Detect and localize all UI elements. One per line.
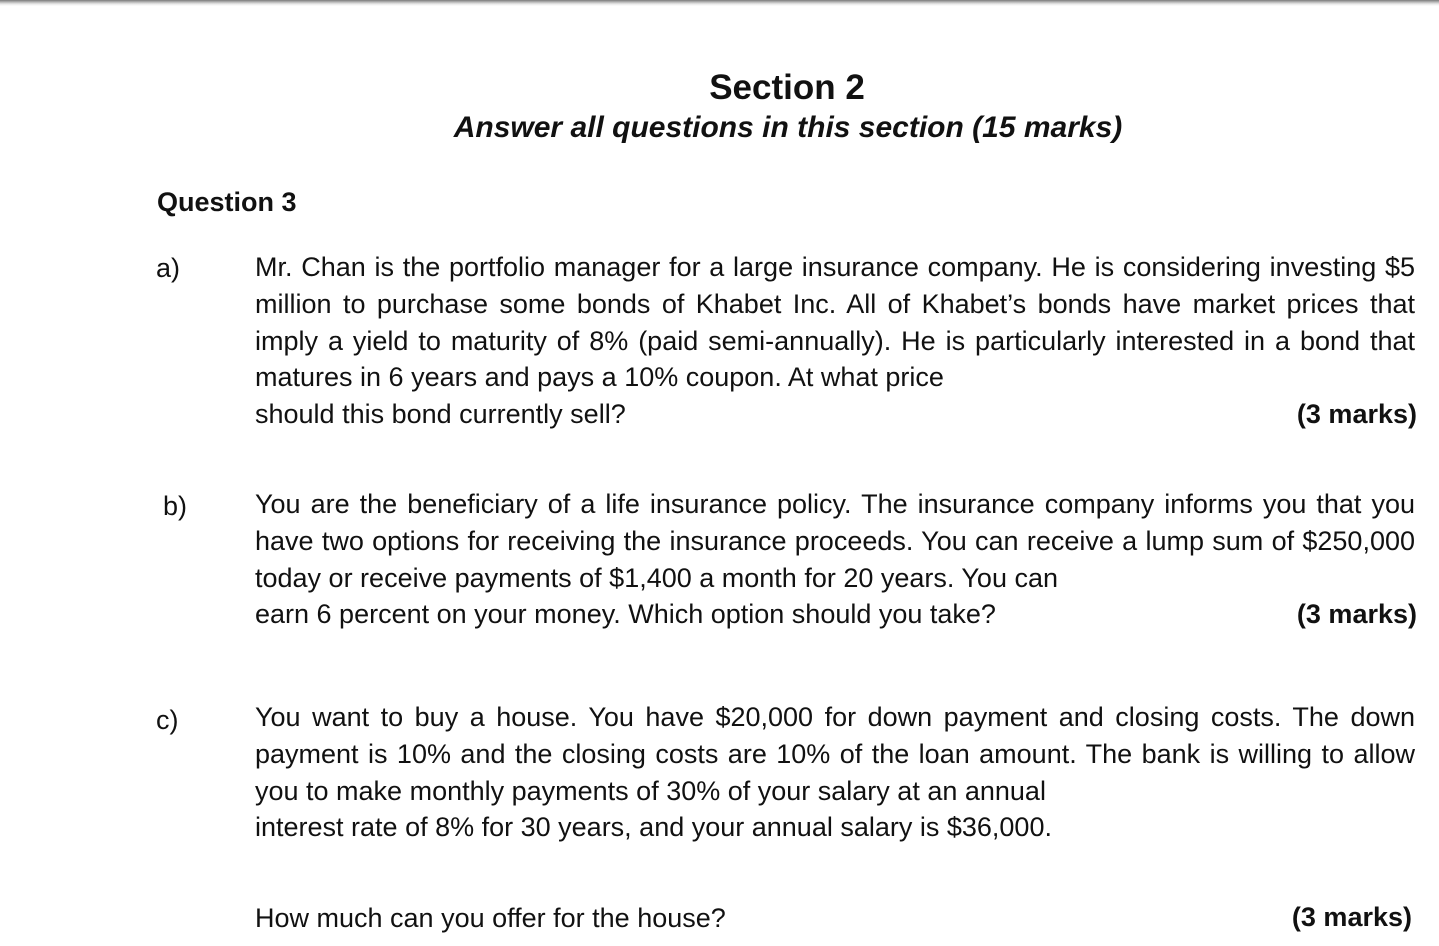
- part-b-last-line: [255, 596, 1415, 633]
- part-a-last-line: [255, 396, 1415, 433]
- part-c-body: You want to buy a house. You have $20,000 for down payment and closing costs. The down payment is 10% and the closing costs are 10% of the loan amount. The bank is willing to allow you to make monthly payments of 30% of your salary at an annual: [255, 702, 1415, 806]
- part-b-marks: (3 marks): [1296, 599, 1417, 630]
- section-title: Section 2: [709, 68, 865, 107]
- scan-top-edge: [0, 0, 1439, 6]
- part-b-label: b): [163, 491, 188, 521]
- section-subtitle: Answer all questions in this section (15 marks): [453, 111, 1123, 144]
- part-b-body: You are the beneficiary of a life insurance policy. The insurance company informs you that you have two options for receiving the insurance proceeds. You can receive a lump sum of $250,000 today or receive payments of $1,400 a month for 20 years. You can: [255, 489, 1415, 593]
- part-a-text: [255, 249, 1415, 433]
- part-c-label: c): [156, 705, 179, 735]
- part-c-marks: (3 marks): [1291, 902, 1412, 932]
- part-a-marks: (3 marks): [1296, 399, 1417, 430]
- part-c-follow-up: How much can you offer for the house?: [255, 903, 726, 933]
- part-a-question: should this bond currently sell?: [255, 399, 626, 430]
- part-a-body: Mr. Chan is the portfolio manager for a large insurance company. He is considering investing $5 million to purchase some bonds of Khabet Inc. All of Khabet’s bonds have market prices that imply a yield to maturity of 8% (paid semi-annually). He is particularly interested in a bond that matures in 6 years and pays a 10% coupon. At what price: [255, 252, 1415, 393]
- part-c-text: [255, 699, 1415, 846]
- part-b-question: earn 6 percent on your money. Which option should you take?: [255, 599, 996, 630]
- part-b-text: [255, 486, 1415, 633]
- part-a-label: a): [156, 253, 181, 283]
- part-c-last-line: interest rate of 8% for 30 years, and your annual salary is $36,000.: [255, 812, 1052, 843]
- question-heading: Question 3: [157, 187, 297, 217]
